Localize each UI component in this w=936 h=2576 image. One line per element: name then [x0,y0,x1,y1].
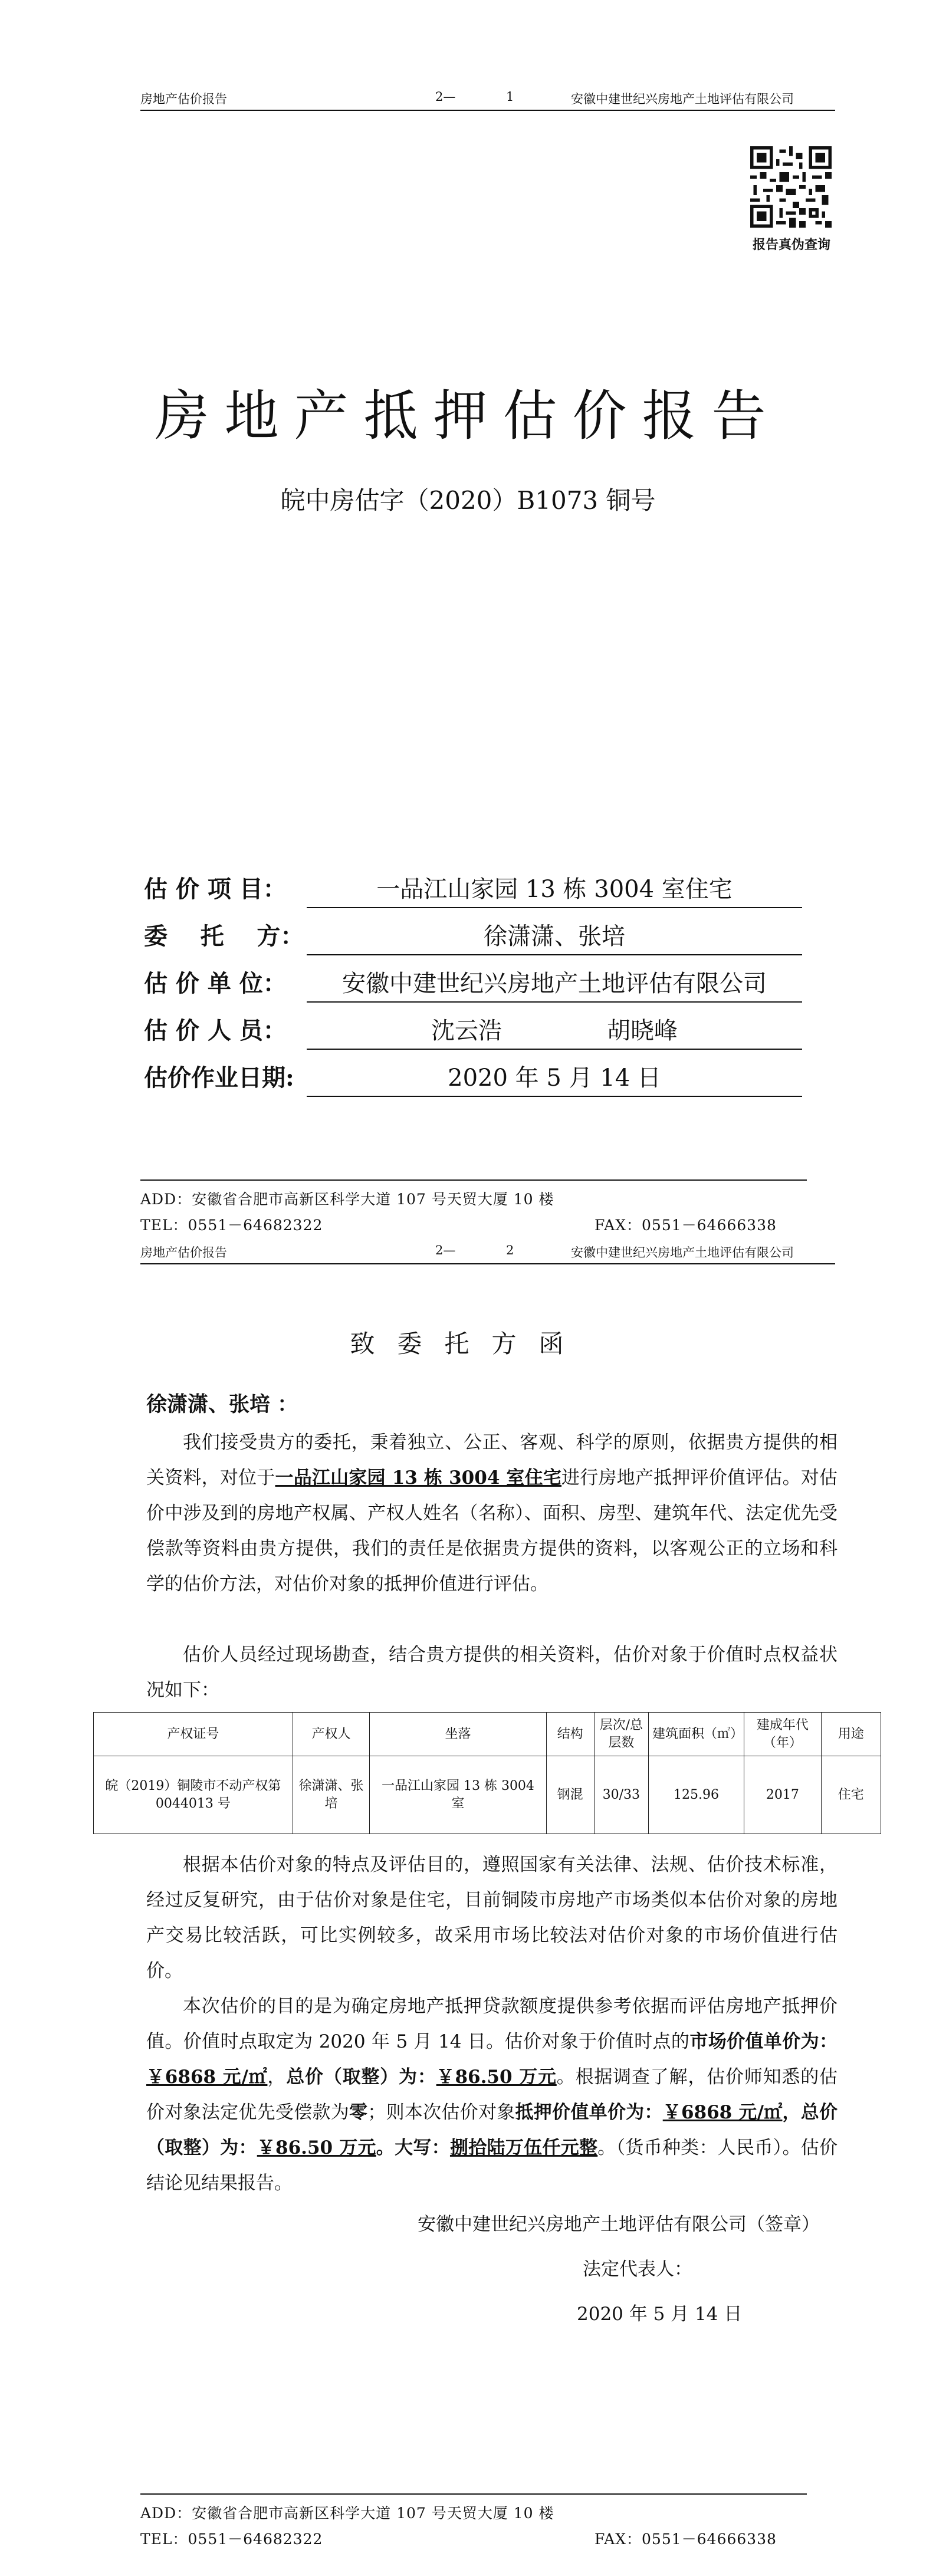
page1-header-page-label: 2— [435,90,456,104]
field-label-project: 估 价 项 目： [144,875,287,903]
page2-footer-fax: FAX：0551－64666338 [595,2531,777,2548]
table-cell: 30/33 [594,1756,648,1834]
page2-header-right: 安徽中建世纪兴房地产土地评估有限公司 [571,1246,794,1260]
mortgage-total-price: ￥86.50 万元 [257,2137,376,2158]
table-cell: 皖（2019）铜陵市不动产权第 0044013 号 [94,1756,293,1834]
page2-footer-address: ADD：安徽省合肥市高新区科学大道 107 号天贸大厦 10 楼 [140,2505,554,2522]
page1-footer-fax: FAX：0551－64666338 [595,1217,777,1234]
letter-title: 致委托方函 [350,1329,586,1358]
table-cell: 住宅 [821,1756,881,1834]
table-cell: 2017 [744,1756,822,1834]
table-header-cell: 用途 [821,1713,881,1756]
table-cell: 125.96 [648,1756,744,1834]
table-header-row [94,1713,881,1756]
field-label-date: 估价作业日期: [144,1064,294,1092]
property-info-table [93,1712,881,1834]
report-title: 房地产抵押估价报告 [155,385,781,448]
table-header-cell: 层次/总层数 [594,1713,648,1756]
table-header-cell: 坐落 [370,1713,546,1756]
amount-in-words: 捌拾陆万伍仟元整 [449,2137,598,2158]
page1-header-rule [140,110,835,111]
market-unit-price: ￥6868 元/㎡ [146,2066,268,2088]
signature-company: 安徽中建世纪兴房地产土地评估有限公司（签章） [418,2214,820,2235]
table-cell: 一品江山家园 13 栋 3004 室 [370,1756,546,1834]
page1-footer-address: ADD：安徽省合肥市高新区科学大道 107 号天贸大厦 10 楼 [140,1191,554,1208]
page1-header-page-number: 1 [506,90,514,104]
letter-paragraph-3: 根据本估价对象的特点及评估目的，遵照国家有关法律、法规、估价技术标准，经过反复研究，由于估价对象是住宅，目前铜陵市房地产市场类似本估价对象的房地产交易比较活跃，可比实例较多，故采用市场比较法对估价对象的市场价值进行估价。 [146,1854,838,1982]
table-cell: 钢混 [546,1756,594,1834]
field-label-unit: 估 价 单 位： [144,970,287,997]
page2-header-page-number: 2 [506,1243,514,1257]
market-total-price: ￥86.50 万元 [436,2066,557,2088]
page2-header-left: 房地产估价报告 [140,1246,227,1260]
table-header-cell: 产权证号 [94,1713,293,1756]
property-address: 一品江山家园 13 栋 3004 室住宅 [275,1467,562,1489]
page2-footer-rule [140,2493,807,2495]
field-label-client: 委 托 方： [144,922,304,950]
field-value-date: 2020 年 5 月 14 日 [307,1066,802,1097]
page1-header-left: 房地产估价报告 [140,92,227,106]
letter-paragraph-2: 估价人员经过现场勘查，结合贵方提供的相关资料，估价对象于价值时点权益状况如下： [146,1644,838,1701]
table-row [94,1756,881,1834]
qr-caption: 报告真伪查询 [752,237,830,252]
letter-paragraph-1: 我们接受贵方的委托，秉着独立、公正、客观、科学的原则，依据贵方提供的相关资料，对位于一品江山家园 13 栋 3004 室住宅进行房地产抵押评价值评估。对估价中涉及到的房地产权属、产权人姓名（名称）、面积、房型、建筑年代、法定优先受偿款等资料由贵方提供，我们的责任是依据贵方提供的资料，以客观公正的立场和科学的估价方法，对估价对象的抵押价值进行评估。 [146,1432,838,1595]
field-value-project: 一品江山家园 13 栋 3004 室住宅 [307,878,802,908]
table-header-cell: 建筑面积（㎡） [648,1713,744,1756]
letter-paragraph-4: 本次估价的目的是为确定房地产抵押贷款额度提供参考依据而评估房地产抵押价值。价值时点取定为 2020 年 5 月 14 日。估价对象于价值时点的市场价值单价为：￥6868 元/㎡，总价（取整）为：￥86.50 万元。根据调查了解，估价师知悉的估价对象法定优先受偿款为零；则本次估价对象抵押价值单价为：￥6868 元/㎡，总价（取整）为：￥86.50 万元。大写：捌拾陆万伍仟元整。（货币种类：人民币）。估价结论见结果报告。 [146,1996,838,2194]
signature-date: 2020 年 5 月 14 日 [577,2304,743,2325]
qr-code-icon[interactable] [750,146,832,228]
report-number: 皖中房估字（2020）B1073 铜号 [280,486,656,515]
page1-header-right: 安徽中建世纪兴房地产土地评估有限公司 [571,92,794,106]
page1-footer-rule [140,1179,807,1181]
page2-header-rule [140,1263,835,1264]
mortgage-unit-price: ￥6868 元/㎡ [662,2102,783,2123]
field-label-appraisers: 估 价 人 员： [144,1017,287,1044]
page2-header-page-label: 2— [435,1243,456,1257]
field-value-appraisers: 沈云浩 胡晓峰 [307,1019,802,1050]
table-header-cell: 产权人 [293,1713,370,1756]
table-header-cell: 结构 [546,1713,594,1756]
page2-footer-tel: TEL：0551－64682322 [140,2531,323,2548]
page1-footer-tel: TEL：0551－64682322 [140,1217,323,1234]
letter-salutation: 徐潇潇、张培 ： [146,1392,298,1417]
signature-representative: 法定代表人： [583,2259,692,2280]
table-header-cell: 建成年代（年） [744,1713,822,1756]
table-cell: 徐潇潇、张培 [293,1756,370,1834]
field-value-client: 徐潇潇、张培 [307,925,802,955]
field-value-unit: 安徽中建世纪兴房地产土地评估有限公司 [307,972,802,1003]
